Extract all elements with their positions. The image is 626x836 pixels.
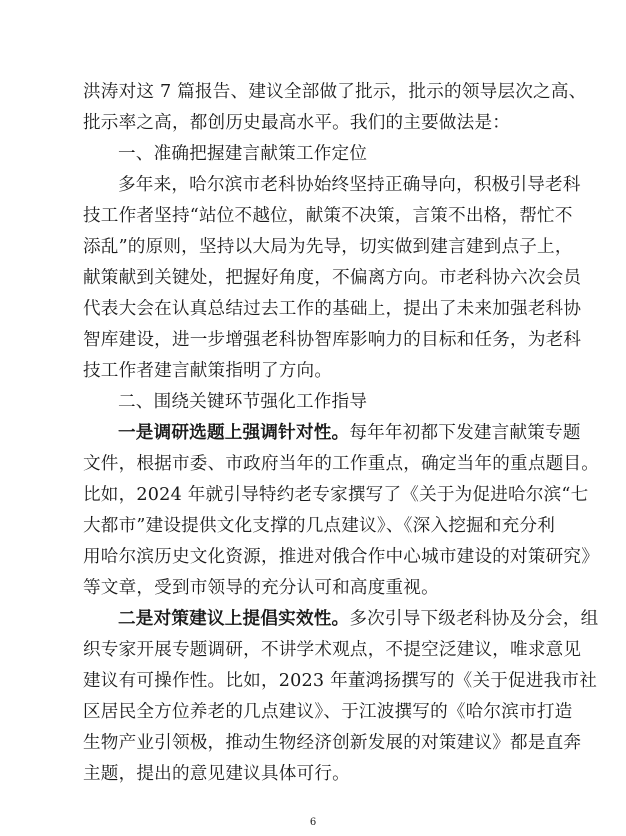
text-line: 用哈尔滨历史文化资源，推进对俄合作中心城市建设的对策研究》 [83, 547, 600, 567]
text-line: 智库建设，进一步增强老科协智库影响力的目标和任务，为老科 [83, 330, 582, 350]
text-line: 比如，2024 年就引导特约老专家撰写了《关于为促进哈尔滨“七 [83, 485, 589, 505]
paragraph-lead-2 [118, 607, 598, 631]
text-line: 织专家开展专题调研，不讲学术观点，不提空泛建议，唯求意见 [83, 640, 582, 660]
lead-rest-text: 多次引导下级老科协及分会，组 [349, 609, 599, 629]
text-line: 建议有可操作性。比如，2023 年董鸿扬撰写的《关于促进我市社 [83, 671, 598, 691]
text-line: 技工作者坚持“站位不越位，献策不决策，言策不出格，帮忙不 [83, 206, 573, 226]
lead-rest-text: 每年年初都下发建言献策专题 [349, 423, 581, 443]
lead-bold-text: 二是对策建议上提倡实效性。 [118, 608, 350, 629]
text-line: 添乱”的原则，坚持以大局为先导，切实做到建言建到点子上， [83, 237, 573, 257]
text-line: 技工作者建言献策指明了方向。 [83, 361, 333, 381]
text-line: 生物产业引领极，推动生物经济创新发展的对策建议》都是直奔 [83, 733, 582, 753]
text-line: 等文章，受到市领导的充分认可和高度重视。 [83, 578, 439, 598]
page-number: 6 [309, 817, 317, 828]
text-line: 文件，根据市委、市政府当年的工作重点，确定当年的重点题目。 [83, 454, 600, 474]
paragraph-lead-1 [118, 421, 581, 445]
text-line: 大都市”建设提供文化支撑的几点建议》、《深入挖掘和充分利 [83, 516, 556, 536]
section-heading-1: 一、准确把握建言献策工作定位 [118, 144, 368, 164]
text-line: 多年来，哈尔滨市老科协始终坚持正确导向，积极引导老科 [118, 175, 581, 195]
text-line: 代表大会在认真总结过去工作的基础上，提出了未来加强老科协 [83, 299, 582, 319]
lead-bold-text: 一是调研选题上强调针对性。 [118, 422, 350, 443]
text-line: 献策献到关键处，把握好角度，不偏离方向。市老科协六次会员 [83, 268, 582, 288]
text-line: 主题，提出的意见建议具体可行。 [83, 764, 350, 784]
text-line: 洪涛对这 7 篇报告、建议全部做了批示，批示的领导层次之高、 [83, 82, 587, 102]
text-line: 批示率之高，都创历史最高水平。我们的主要做法是： [83, 113, 511, 133]
section-heading-2: 二、围绕关键环节强化工作指导 [118, 392, 368, 412]
text-line: 区居民全方位养老的几点建议》、于江波撰写的《哈尔滨市打造 [83, 702, 573, 722]
